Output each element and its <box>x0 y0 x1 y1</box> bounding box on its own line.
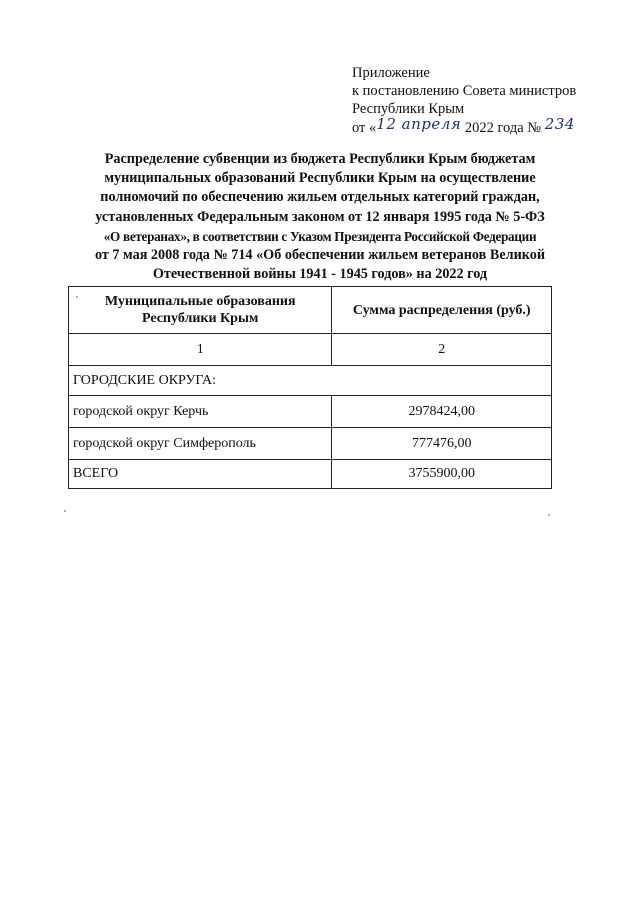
appendix-resolution-line: к постановлению Совета министров <box>352 83 577 99</box>
column-number-1: 1 <box>69 334 332 366</box>
header-amount: Сумма распределения (руб.) <box>332 287 552 334</box>
header-municipalities-line2: Республики Крым <box>141 311 259 326</box>
date-year: 2022 года № <box>464 120 542 136</box>
total-row <box>69 460 552 489</box>
handwritten-number: 234 <box>544 115 575 133</box>
municipality-amount: 777476,00 <box>332 428 552 460</box>
total-label: ВСЕГО <box>69 460 332 489</box>
header-municipalities-line1: Муниципальные образования <box>104 294 296 309</box>
total-amount: 3755900,00 <box>332 460 552 489</box>
title-line-5: «О ветеранах», в соответствии с Указом Президента Российской Федерации <box>103 228 537 244</box>
handwritten-date: 12 апреля <box>376 115 462 133</box>
appendix-title: Приложение <box>352 65 430 81</box>
document-title <box>60 150 580 284</box>
title-line-4: установленных Федеральным законом от 12 января 1995 года № 5-ФЗ <box>95 208 545 225</box>
municipality-name: городской округ Керчь <box>69 396 332 428</box>
scan-speck <box>64 510 66 512</box>
municipality-amount: 2978424,00 <box>332 396 552 428</box>
group-label: ГОРОДСКИЕ ОКРУГА: <box>69 366 552 396</box>
table-row <box>69 396 552 428</box>
title-line-7: Отечественной войны 1941 - 1945 годов» на 2022 год <box>152 266 488 283</box>
date-prefix: от « <box>352 120 377 136</box>
title-line-2: муниципальных образований Республики Крым на осуществление <box>104 170 536 187</box>
title-line-6: от 7 мая 2008 года № 714 «Об обеспечении жильем ветеранов Великой <box>94 247 546 264</box>
scan-speck <box>76 296 78 298</box>
municipality-name: городской округ Симферополь <box>69 428 332 460</box>
title-line-3: полномочий по обеспечению жильем отдельных категорий граждан, <box>100 189 540 206</box>
header-municipalities <box>69 287 332 334</box>
scan-speck <box>548 514 550 516</box>
title-line-1: Распределение субвенции из бюджета Республики Крым бюджетам <box>104 151 536 167</box>
table-row <box>69 428 552 460</box>
column-number-2: 2 <box>332 334 552 366</box>
table-header-row <box>69 287 552 334</box>
distribution-table <box>68 286 552 489</box>
appendix-republic-line: Республики Крым <box>352 101 465 117</box>
column-number-row <box>69 334 552 366</box>
appendix-block <box>352 64 622 137</box>
group-row <box>69 366 552 396</box>
appendix-date-line <box>352 115 622 137</box>
